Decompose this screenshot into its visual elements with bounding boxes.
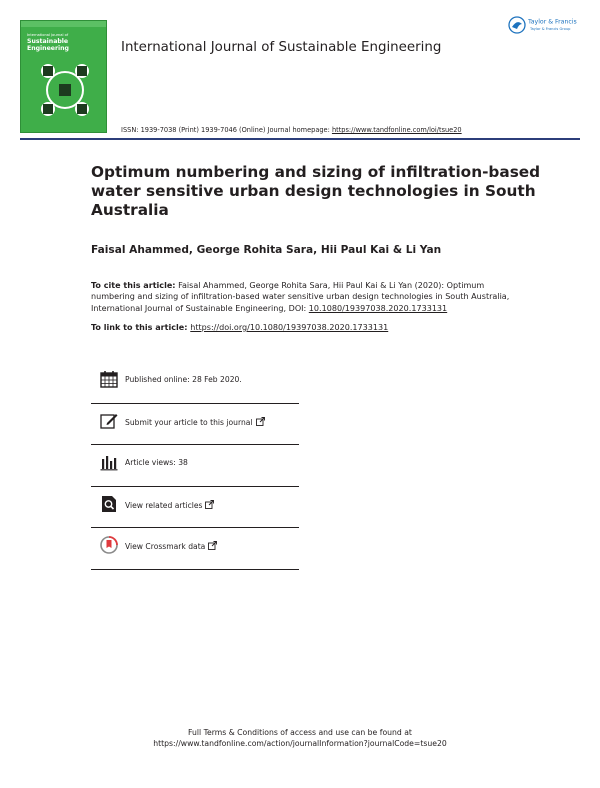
journal-cover-image[interactable] <box>20 20 107 133</box>
article-views-row <box>91 445 299 487</box>
cover-artwork-icon <box>35 57 95 123</box>
journal-title[interactable]: International Journal of Sustainable Engineering <box>121 40 442 55</box>
header-divider <box>20 138 580 140</box>
article-title: Optimum numbering and sizing of infiltration-based water sensitive urban design technologies in South Australia <box>91 163 541 219</box>
external-link-icon <box>256 417 265 426</box>
crossmark-text: View Crossmark data <box>125 542 206 551</box>
citation-label: To cite this article: <box>91 281 176 290</box>
published-online-row <box>91 362 299 404</box>
submit-article-text: Submit your article to this journal <box>125 417 253 427</box>
related-articles-text: View related articles <box>125 500 203 510</box>
article-info-list <box>91 362 299 570</box>
article-views-text: Article views: 38 <box>125 458 188 467</box>
bar-chart-icon <box>100 453 118 471</box>
article-link-line <box>91 323 388 332</box>
external-link-icon <box>205 500 214 509</box>
related-articles-link[interactable] <box>125 500 214 510</box>
external-link-icon <box>208 541 217 550</box>
related-articles-row[interactable] <box>91 487 299 529</box>
submit-article-row[interactable] <box>91 404 299 446</box>
crossmark-row[interactable] <box>91 528 299 570</box>
crossmark-link[interactable] <box>125 541 217 551</box>
footer-terms <box>0 727 600 749</box>
doi-link[interactable]: 10.1080/19397038.2020.1733131 <box>308 303 448 313</box>
calendar-icon <box>100 370 118 388</box>
crossmark-icon <box>100 536 118 554</box>
citation-block <box>91 280 516 314</box>
cover-top-line: International Journal of <box>27 33 69 37</box>
issn-text: ISSN: 1939-7038 (Print) 1939-7046 (Online) Journal homepage: <box>121 126 332 134</box>
taylor-francis-logo-icon[interactable] <box>508 14 584 36</box>
svg-text:Taylor & Francis: Taylor & Francis <box>528 18 577 26</box>
footer-terms-link[interactable]: https://www.tandfonline.com/action/journalInformation?journalCode=tsue20 <box>153 739 447 748</box>
cover-top-strip <box>21 21 106 27</box>
author-list: Faisal Ahammed, George Rohita Sara, Hii Paul Kai & Li Yan <box>91 244 442 256</box>
article-doi-url-link[interactable]: https://doi.org/10.1080/19397038.2020.1733131 <box>190 323 389 332</box>
search-document-icon <box>100 495 118 513</box>
cover-title: Sustainable Engineering <box>27 38 69 52</box>
edit-icon <box>100 412 118 430</box>
submit-article-link[interactable] <box>125 417 265 427</box>
svg-text:Taylor & Francis Group: Taylor & Francis Group <box>530 27 571 31</box>
issn-line <box>121 126 462 134</box>
journal-homepage-link[interactable]: https://www.tandfonline.com/loi/tsue20 <box>331 126 462 134</box>
published-online-text: Published online: 28 Feb 2020. <box>125 375 242 384</box>
article-link-label: To link to this article: <box>91 323 191 332</box>
citation-text: Faisal Ahammed, George Rohita Sara, Hii Paul Kai & Li Yan (2020): Optimum numbering and sizing of infiltration-based water sensitive urban design technologies in South Australia, International Journal of Sustainable Engineering, DOI: <box>91 281 510 313</box>
footer-terms-text: Full Terms & Conditions of access and use can be found at <box>188 728 412 737</box>
